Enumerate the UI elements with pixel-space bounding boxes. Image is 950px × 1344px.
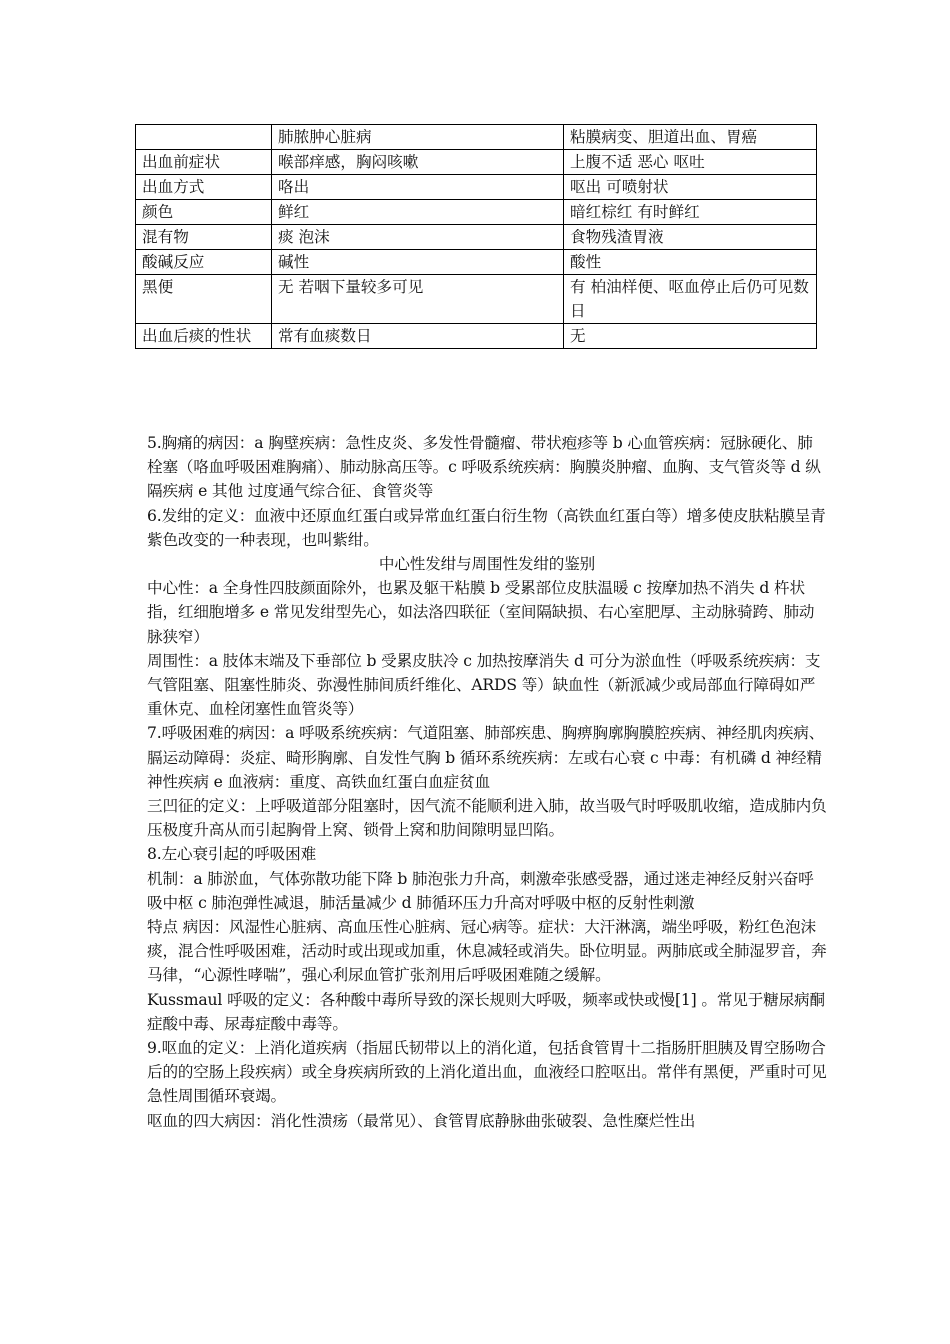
table-cell: 喉部痒感，胸闷咳嗽 (272, 150, 564, 175)
table-cell: 黑便 (136, 275, 272, 324)
paragraph-cyanosis-definition: 6.发绀的定义：血液中还原血红蛋白或异常血红蛋白衍生物（高铁血红蛋白等）增多使皮肤粘膜呈青紫色改变的一种表现，也叫紫绀。 (147, 506, 826, 549)
paragraph-features: 特点 病因：风湿性心脏病、高血压性心脏病、冠心病等。症状：大汗淋漓，端坐呼吸，粉红色泡沫痰，混合性呼吸困难，活动时或出现或加重，休息减轻或消失。卧位明显。两肺底或全肺湿罗音，奔马律，“心源性哮喘”，强心利尿血管扩张剂用后呼吸困难随之缓解。 (147, 918, 827, 985)
table-cell: 出血前症状 (136, 150, 272, 175)
table-cell: 常有血痰数日 (272, 324, 564, 349)
paragraph-mechanism: 机制：a 肺淤血，气体弥散功能下降 b 肺泡张力升高，刺激牵张感受器，通过迷走神经反射兴奋呼吸中枢 c 肺泡弹性减退，肺活量减少 d 肺循环压力升高对呼吸中枢的反射性刺激 (147, 869, 814, 912)
paragraph-kussmaul: Kussmaul 呼吸的定义：各种酸中毒所导致的深长规则大呼吸，频率或快或慢[1] 。常见于糖尿病酮症酸中毒、尿毒症酸中毒等。 (147, 990, 825, 1033)
table-header-row (136, 125, 817, 150)
table-cell: 颜色 (136, 200, 272, 225)
table-cell: 肺脓肿心脏病 (272, 125, 564, 150)
table-cell: 无 (564, 324, 817, 349)
table-row (136, 250, 817, 275)
table-cell: 食物残渣胃液 (564, 225, 817, 250)
comparison-table (135, 124, 817, 349)
table-cell: 暗红棕红 有时鲜红 (564, 200, 817, 225)
paragraph-hematemesis-definition: 9.呕血的定义：上消化道疾病（指屈氏韧带以上的消化道，包括食管胃十二指肠肝胆胰及胃空肠吻合后的的空肠上段疾病）或全身疾病所致的上消化道出血，血液经口腔呕出。常伴有黑便，严重时可见急性周围循环衰竭。 (147, 1039, 827, 1106)
table-cell: 咯出 (272, 175, 564, 200)
table-cell: 混有物 (136, 225, 272, 250)
paragraph-left-heart-failure: 8.左心衰引起的呼吸困难 (147, 845, 317, 864)
table-cell: 有 柏油样便、呕血停止后仍可见数日 (564, 275, 817, 324)
table-row (136, 175, 817, 200)
table-row (136, 225, 817, 250)
paragraph-peripheral-cyanosis: 周围性：a 肢体末端及下垂部位 b 受累皮肤冷 c 加热按摩消失 d 可分为淤血性（呼吸系统疾病：支气管阻塞、阻塞性肺炎、弥漫性肺间质纤维化、ARDS 等）缺血性（新派减少或局部血行障碍如严重休克、血栓闭塞性血管炎等） (147, 651, 821, 719)
paragraph-dyspnea-causes: 7.呼吸困难的病因：a 呼吸系统疾病：气道阻塞、肺部疾患、胸痹胸廓胸膜腔疾病、神经肌肉疾病、膈运动障碍：炎症、畸形胸廓、自发性气胸 b 循环系统疾病：左或右心衰 c 中毒：有机磷 d 神经精神性疾病 e 血液病：重度、高铁血红蛋白血症贫血 (147, 724, 825, 791)
table-row (136, 200, 817, 225)
table-cell: 出血方式 (136, 175, 272, 200)
table-cell: 酸碱反应 (136, 250, 272, 275)
table-cell: 痰 泡沫 (272, 225, 564, 250)
table-cell: 无 若咽下量较多可见 (272, 275, 564, 324)
table-cell: 酸性 (564, 250, 817, 275)
table-cell: 粘膜病变、胆道出血、胃癌 (564, 125, 817, 150)
paragraph-chest-pain: 5.胸痛的病因：a 胸壁疾病：急性皮炎、多发性骨髓瘤、带状疱疹等 b 心血管疾病：冠脉硬化、肺栓塞（咯血呼吸困难胸痛）、肺动脉高压等。c 呼吸系统疾病：胸膜炎肿瘤、血胸、支气管炎等 d 纵隔疾病 e 其他 过度通气综合征、食管炎等 (147, 434, 821, 501)
paragraph-hematemesis-causes: 呕血的四大病因：消化性溃疡（最常见）、食管胃底静脉曲张破裂、急性糜烂性出 (147, 1111, 696, 1130)
table-cell: 鲜红 (272, 200, 564, 225)
table-cell: 出血后痰的性状 (136, 324, 272, 349)
table-row (136, 150, 817, 175)
table-cell: 上腹不适 恶心 呕吐 (564, 150, 817, 175)
paragraph-central-cyanosis: 中心性：a 全身性四肢颜面除外，也累及躯干粘膜 b 受累部位皮肤温暖 c 按摩加热不消失 d 杵状指，红细胞增多 e 常见发绀型先心，如法洛四联征（室间隔缺损、右心室肥厚、主动脉骑跨、肺动脉狭窄） (147, 579, 815, 646)
table-cell: 呕出 可喷射状 (564, 175, 817, 200)
paragraph-three-depression-sign: 三凹征的定义：上呼吸道部分阻塞时，因气流不能顺利进入肺，故当吸气时呼吸肌收缩，造成肺内负压极度升高从而引起胸骨上窝、锁骨上窝和肋间隙明显凹陷。 (147, 797, 827, 840)
table-row (136, 324, 817, 349)
table-row (136, 275, 817, 324)
body-text (147, 431, 827, 1133)
table-cell (136, 125, 272, 150)
table-cell: 碱性 (272, 250, 564, 275)
section-heading-cyanosis: 中心性发绀与周围性发绀的鉴别 (378, 555, 596, 574)
